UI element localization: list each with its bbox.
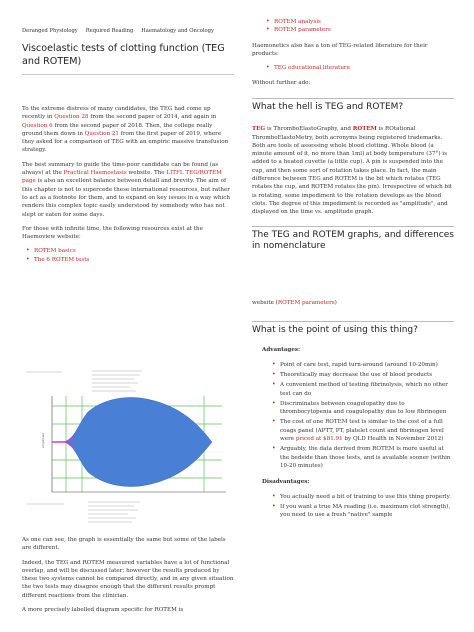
advantages-list <box>272 361 454 471</box>
price-link[interactable]: priced at $81.91 <box>295 436 343 443</box>
breadcrumb-item[interactable]: Haematology and Oncology <box>141 28 214 34</box>
graph-note: As one can see, the graph is essentially the same but some of the labels are different. <box>22 537 226 552</box>
breadcrumb <box>22 28 234 34</box>
haemoview-links <box>26 247 234 264</box>
list-item[interactable]: • The 6 ROTEM tests <box>26 256 234 264</box>
disadvantages-label: Disadvantages: <box>262 479 310 486</box>
list-item: • If you want a true MA reading (i.e. maximum clot strength), you need to use a fresh "native" sample <box>272 503 454 520</box>
comparison-paragraph: Indeed, the TEG and ROTEM measured variables have a lot of functional overlap, and will be discussed later; however the results produced by these two systems cannot be compared directly, and in any given situation the two tests may disagree enough that the different results prompt different reactions from the clinician. <box>22 559 234 599</box>
list-item: • You actually need a bit of training to use this thing properly. <box>272 493 454 501</box>
rotem-link[interactable]: ROTEM <box>352 126 377 133</box>
svg-text:amplitude: amplitude <box>41 432 45 448</box>
list-item: • The cost of one ROTEM test is similar to the cost of a full coags panel (APTT, PT, platelet count and fibrinogen level were priced at $81.91 by QLD Health in November 2012) <box>272 418 454 443</box>
advantages-label: Advantages: <box>262 347 301 354</box>
breadcrumb-item[interactable]: Deranged Physiology <box>22 28 78 34</box>
list-item[interactable]: • ROTEM parameters <box>266 26 454 34</box>
left-column <box>22 0 234 264</box>
list-item[interactable]: • ROTEM basics <box>26 247 234 255</box>
rotem-parameters-caption: website (ROTEM parameters) <box>252 299 337 306</box>
breadcrumb-item[interactable]: Required Reading <box>85 28 134 34</box>
rotem-links <box>266 18 454 35</box>
list-item: • Theoretically may decrease the use of blood products <box>272 371 454 379</box>
list-item[interactable]: • TEG educational literature <box>266 64 454 72</box>
litfl-link[interactable]: LITFL TEG/ROTEM page <box>22 170 222 185</box>
question-21-link[interactable]: Question 21 <box>84 130 119 137</box>
title-divider <box>22 74 234 75</box>
resources-paragraph: The best summary to guide the time-poor candidate can be found (as always) at the Practical Haemostasis website. The LITFL TEG/ROTEM page is also an excellent balance between detail and brevity. The aim of this chapter is not to supercede these international resources, but rather to act as a footnote for them, and to expand on key issues in a way which renders this complex topic easily understood by somebody who has not slept or eaten for some days. <box>22 161 231 218</box>
teg-link[interactable]: TEG <box>252 126 266 133</box>
section-divider <box>252 321 454 322</box>
list-item: • Arguably, the data derived from ROTEM is more useful at the bedside than those tests, and is available sooner (within 10-20 minutes) <box>272 445 454 470</box>
without-further-ado: Without further ado: <box>252 80 311 87</box>
list-item: • Discriminates between coagulopathy due to thrombocytopenia and coagulopathy due to low fibrinogen <box>272 400 454 417</box>
list-item[interactable]: • ROTEM analysis <box>266 18 454 26</box>
list-item: • Point of care test, rapid turn-around (around 10-20min) <box>272 361 454 369</box>
rotem-diagram-paragraph: A more precisely labelled diagram specific for ROTEM is <box>22 607 184 614</box>
intro-paragraph: To the extreme distress of many candidates, the TEG had come up recently in Question 28 from the second paper of 2014, and again in Question 6 from the second paper of 2018. Then, the college really ground them down in Question 21 from the first paper of 2019, where they asked for a comparison of TEG with an empiric massive transfusion strategy. <box>22 106 229 154</box>
section-divider <box>252 226 454 227</box>
practical-haemostasis-link[interactable]: Practical Haemostasis <box>63 170 127 177</box>
question-6-link[interactable]: Question 6 <box>22 122 53 129</box>
rotem-parameters-link[interactable]: ROTEM parameters <box>277 299 335 306</box>
left-column-lower <box>22 536 234 614</box>
question-28-link[interactable]: Question 28 <box>54 114 89 121</box>
section-divider <box>252 98 454 99</box>
teg-diagram <box>22 364 234 534</box>
list-item: • A convenient method of testing fibrinolysis, which no other test can do <box>272 381 454 398</box>
section-heading-graphs: The TEG and ROTEM graphs, and differences in nomenclature <box>252 229 454 252</box>
what-paragraph: TEG is ThromboElastoGraphy, and ROTEM is ROtational ThromboElastoMetry, both acronyms being registered trademarks. Both are tools of assessing whole blood clotting. Whole blood (a minute amount of it, no more than 1ml) at body temperature (37°) is added to a heated cuvette (a little cup). A pin is suspended into the cup, and then some sort of rotation takes place. In fact, the main difference between TEG and ROTEM is the bit which rotates (TEG rotates the cup, and ROTEM rotates the pin). Irrespective of which bit is rotating, some impediment to the rotation develops as the blood clots. The degree of this impediment is recorded as "amplitude", and displayed on the time vs. amplitude graph. <box>252 126 453 216</box>
right-column <box>252 0 454 519</box>
haemonetics-links <box>266 64 454 72</box>
section-heading-what: What the hell is TEG and ROTEM? <box>252 101 404 112</box>
haemoview-paragraph: For those with infinite time, the following resources exist at the Haemoview website: <box>22 225 203 241</box>
disadvantages-list <box>272 493 454 520</box>
page-title: Viscoelastic tests of clotting function (TEG and ROTEM) <box>22 43 225 67</box>
section-heading-point: What is the point of using this thing? <box>252 324 418 335</box>
haemonetics-paragraph: Haemonetics also has a ton of TEG-related literature for their products: <box>252 42 428 57</box>
